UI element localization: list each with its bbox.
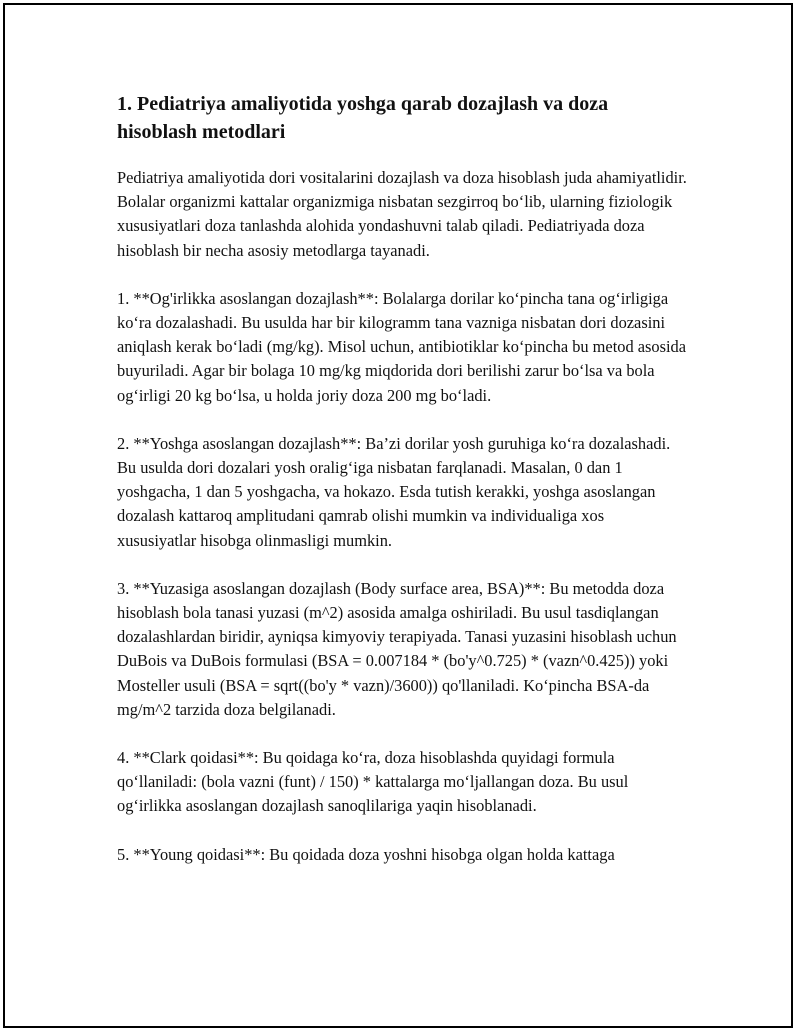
paragraph-clark-rule: 4. **Clark qoidasi**: Bu qoidaga ko‘ra, doza hisoblashda quyidagi formula qo‘llaniladi: (bola vazni (funt) / 150) * kattalarga mo‘ljallangan doza. Bu usul og‘irlikka asoslangan dozajlash sanoqlilariga yaqin hisoblanadi. — [117, 748, 629, 816]
paragraph-intro: Pediatriya amaliyotida dori vositalarini dozajlash va doza hisoblash juda ahamiyatlidir. Bolalar organizmi kattalar organizmiga nisbatan sezgirroq bo‘lib, ularning fiziologik xususiyatlari doza tanlashda alohida yondashuvni talab qiladi. Pediatriyada doza hisoblash bir necha asosiy metodlarga tayanadi. — [117, 168, 687, 260]
document-body — [117, 90, 687, 891]
page-title: 1. Pediatriya amaliyotida yoshga qarab dozajlash va doza hisoblash metodlari — [117, 93, 609, 143]
paragraph-age-based-dosing: 2. **Yoshga asoslangan dozajlash**: Ba’zi dorilar yosh guruhiga ko‘ra dozalashadi. Bu usulda dori dozalari yosh oralig‘iga nisbatan farqlanadi. Masalan, 0 dan 1 yoshgacha, 1 dan 5 yoshgacha, va hokazo. Esda tutish kerakki, yoshga asoslangan dozalash kattaroq amplitudani qamrab olishi mumkin va individualiga xos xususiyatlar hisobga olinmasligi mumkin. — [117, 433, 671, 550]
paragraph-weight-based-dosing: 1. **Og'irlikka asoslangan dozajlash**: Bolalarga dorilar ko‘pincha tana og‘irligiga ko‘ra dozalashadi. Bu usulda har bir kilogramm tana vazniga nisbatan dori dozasini aniqlash kerak bo‘ladi (mg/kg). Misol uchun, antibiotiklar ko‘pincha bu metod asosida buyuriladi. Agar bir bolaga 10 mg/kg miqdorida dori berilishi zarur bo‘lsa va bola og‘irligi 20 kg bo‘lsa, u holda joriy doza 200 mg bo‘ladi. — [117, 288, 686, 405]
paragraph-bsa-dosing: 3. **Yuzasiga asoslangan dozajlash (Body surface area, BSA)**: Bu metodda doza hisoblash bola tanasi yuzasi (m^2) asosida amalga oshiriladi. Bu usul tasdiqlangan dozalashlardan biridir, ayniqsa kimyoviy terapiyada. Tanasi yuzasini hisoblash uchun DuBois va DuBois formulasi (BSA = 0.007184 * (bo'y^0.725) * (vazn^0.425)) yoki Mosteller usuli (BSA = sqrt((bo'y * vazn)/3600)) qo'llaniladi. Ko‘pincha BSA-da mg/m^2 tarzida doza belgilanadi. — [117, 578, 677, 719]
paragraph-young-rule: 5. **Young qoidasi**: Bu qoidada doza yoshni hisobga olgan holda kattaga — [117, 844, 615, 864]
